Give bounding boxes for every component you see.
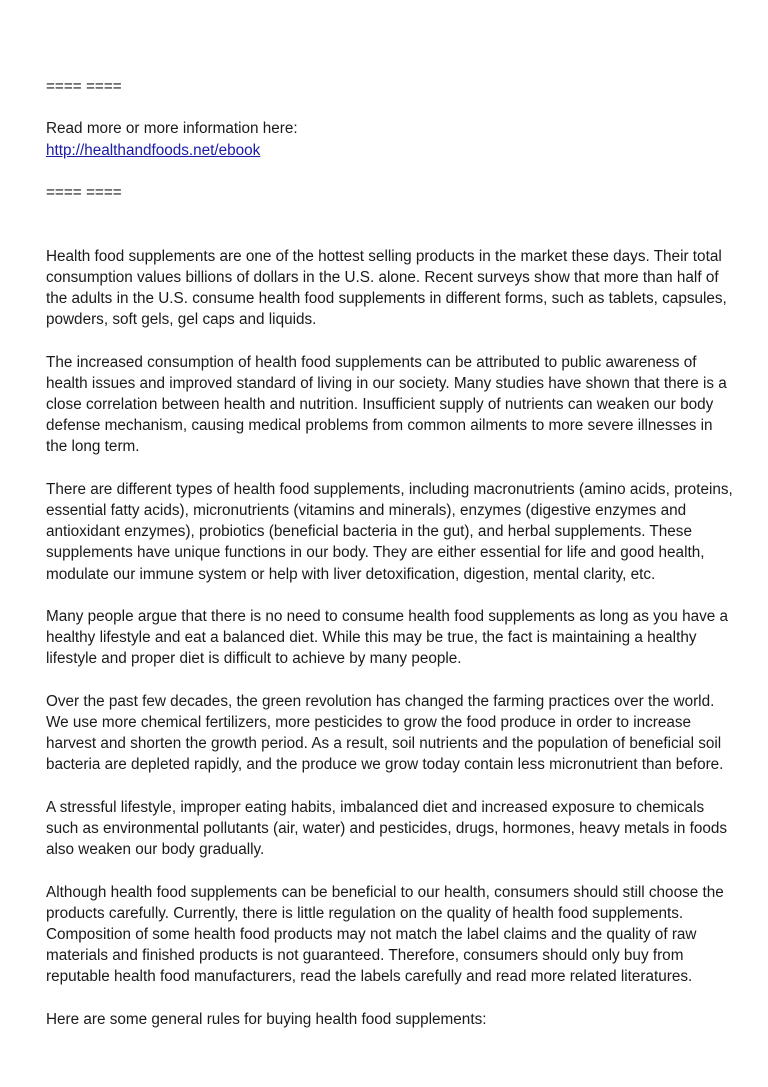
paragraph-4: Many people argue that there is no need to consume health food supplements as long as you have a healthy lifestyle and eat a balanced diet. While this may be true, the fact is maintaining a healthy lifestyle and proper diet is difficult to achieve by many people. — [46, 607, 729, 668]
paragraph-5: Over the past few decades, the green revolution has changed the farming practices over the world. We use more chemical fertilizers, more pesticides to grow the food produce in order to increase harvest and shorten the growth period. As a result, soil nutrients and the population of beneficial soil bacteria are depleted rapidly, and the produce we grow today contain less micronutrient than before. — [46, 692, 724, 774]
paragraph-1: Health food supplements are one of the hottest selling products in the market these days. Their total consumption values billions of dollars in the U.S. alone. Recent surveys show that more than half of the adults in the U.S. consume health food supplements in different forms, such as tablets, capsules, powders, soft gels, gel caps and liquids. — [46, 247, 727, 329]
separator-bottom: ==== ==== — [46, 183, 122, 201]
document-body — [46, 76, 736, 1051]
separator-top: ==== ==== — [46, 78, 122, 95]
ebook-link[interactable]: http://healthandfoods.net/ebook — [46, 141, 261, 159]
paragraph-3: There are different types of health food supplements, including macronutrients (amino acids, proteins, essential fatty acids), micronutrients (vitamins and minerals), enzymes (digestive enzymes and antioxidant enzymes), probiotics (beneficial bacteria in the gut), and herbal supplements. These supplements have unique functions in our body. They are either essential for life and good health, modulate our immune system or help with liver detoxification, digestion, mental clarity, etc. — [46, 480, 733, 583]
paragraph-6: A stressful lifestyle, improper eating habits, imbalanced diet and increased exposure to chemicals such as environmental pollutants (air, water) and pesticides, drugs, hormones, heavy metals in foods also weaken our body gradually. — [46, 798, 728, 859]
paragraph-8: Here are some general rules for buying health food supplements: — [46, 1010, 487, 1028]
read-more-text: Read more or more information here: — [46, 120, 298, 138]
paragraph-2: The increased consumption of health food supplements can be attributed to public awareness of health issues and improved standard of living in our society. Many studies have shown that there is a close correlation between health and nutrition. Insufficient supply of nutrients can weaken our body defense mechanism, causing medical problems from common ailments to more severe illnesses in the long term. — [46, 353, 727, 456]
paragraph-7: Although health food supplements can be beneficial to our health, consumers should still choose the products carefully. Currently, there is little regulation on the quality of health food supplements. Composition of some health food products may not match the label claims and the quality of raw materials and finished products is not guaranteed. Therefore, consumers should only buy from reputable health food manufacturers, read the labels carefully and read more related literatures. — [46, 883, 724, 986]
